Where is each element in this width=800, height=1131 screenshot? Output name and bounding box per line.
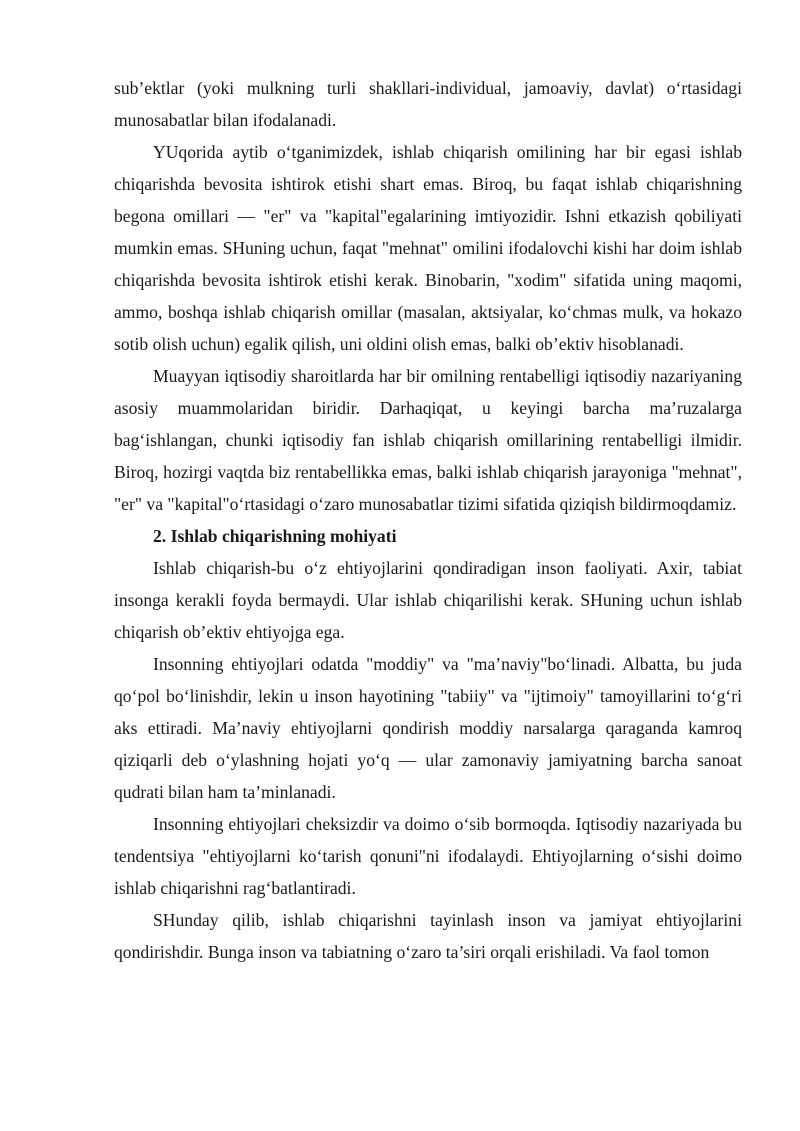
document-page xyxy=(114,72,742,968)
paragraph: Muayyan iqtisodiy sharoitlarda har bir omilning rentabelligi iqtisodiy nazariyaning asosiy muammolaridan biridir. Darhaqiqat, u keyingi barcha ma’ruzalarga bag‘ishlangan, chunki iqtisodiy fan ishlab chiqarish omillarining rentabelligi ilmidir. Biroq, hozirgi vaqtda biz rentabellikka emas, balki ishlab chiqarish jarayoniga "mehnat", "er" va "kapital"o‘rtasidagi o‘zaro munosabatlar tizimi sifatida qiziqish bildirmoqdamiz. xyxy=(114,366,742,514)
paragraph: Ishlab chiqarish-bu o‘z ehtiyojlarini qondiradigan inson faoliyati. Axir, tabiat insonga kerakli foyda bermaydi. Ular ishlab chiqarilishi kerak. SHuning uchun ishlab chiqarish ob’ektiv ehtiyojga ega. xyxy=(114,558,742,642)
paragraph: Insonning ehtiyojlari odatda "moddiy" va "ma’naviy"bo‘linadi. Albatta, bu juda qo‘pol bo‘linishdir, lekin u inson hayotining "tabiiy" va "ijtimoiy" tamoyillarini to‘g‘ri aks ettiradi. Ma’naviy ehtiyojlarni qondirish moddiy narsalarga qaraganda kamroq qiziqarli deb o‘ylashning hojati yo‘q — ular zamonaviy jamiyatning barcha sanoat qudrati bilan ham ta’minlanadi. xyxy=(114,654,742,802)
paragraph: YUqorida aytib o‘tganimizdek, ishlab chiqarish omilining har bir egasi ishlab chiqarishda bevosita ishtirok etishi shart emas. Biroq, bu faqat ishlab chiqarishning begona omillari — "er" va "kapital"egalarining imtiyozidir. Ishni etkazish qobiliyati mumkin emas. SHuning uchun, faqat "mehnat" omilini ifodalovchi kishi har doim ishlab chiqarishda bevosita ishtirok etishi kerak. Binobarin, "xodim" sifatida uning maqomi, ammo, boshqa ishlab chiqarish omillar (masalan, aktsiyalar, ko‘chmas mulk, va hokazo sotib olish uchun) egalik qilish, uni oldini olish emas, balki ob’ektiv hisoblanadi. xyxy=(114,142,742,354)
section-heading: 2. Ishlab chiqarishning mohiyati xyxy=(153,526,397,546)
paragraph-continuation: sub’ektlar (yoki mulkning turli shakllari-individual, jamoaviy, davlat) o‘rtasidagi munosabatlar bilan ifodalanadi. xyxy=(114,78,742,130)
paragraph: SHunday qilib, ishlab chiqarishni tayinlash inson va jamiyat ehtiyojlarini qondirishdir. Bunga inson va tabiatning o‘zaro ta’siri orqali erishiladi. Va faol tomon xyxy=(114,910,742,962)
paragraph: Insonning ehtiyojlari cheksizdir va doimo o‘sib bormoqda. Iqtisodiy nazariyada bu tendentsiya "ehtiyojlarni ko‘tarish qonuni"ni ifodalaydi. Ehtiyojlarning o‘sishi doimo ishlab chiqarishni rag‘batlantiradi. xyxy=(114,814,742,898)
